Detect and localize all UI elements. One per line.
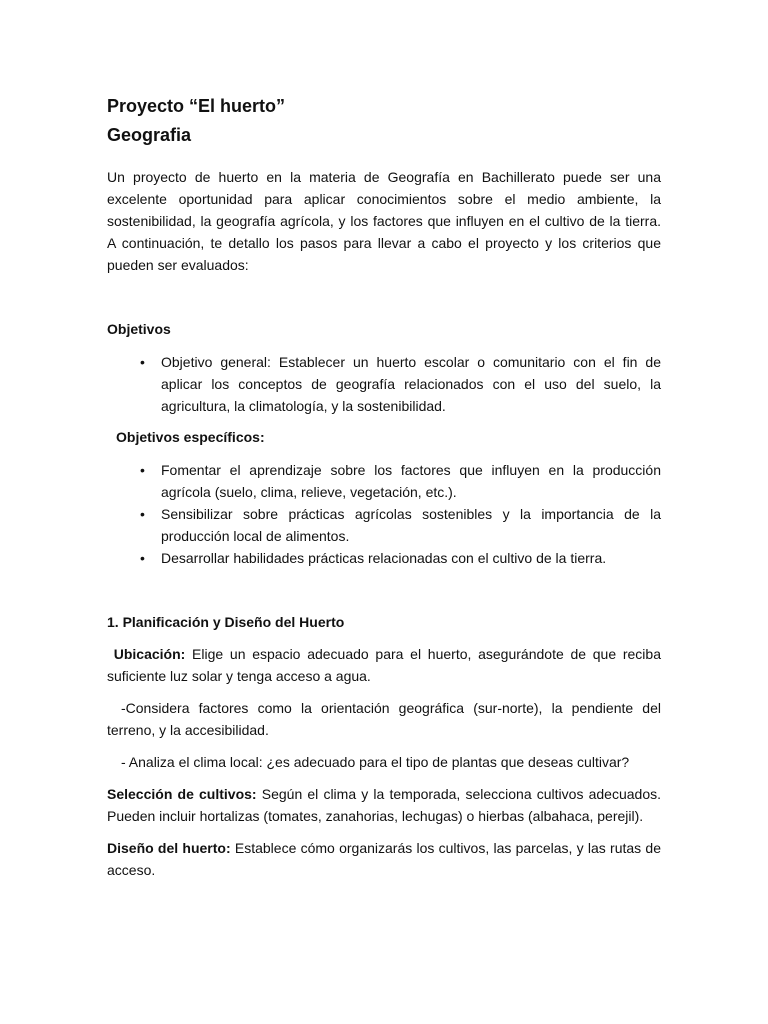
seleccion-text: Según el clima y la temporada, selecciona cultivos adecuados. Pueden incluir hortalizas (tomates, zanahorias, lechugas) o hierbas (albahaca, perejil). xyxy=(107,786,661,824)
specific-objectives-heading: Objetivos específicos: xyxy=(116,429,265,445)
seleccion-paragraph xyxy=(107,783,661,827)
seleccion-label: Selección de cultivos: xyxy=(107,786,257,802)
intro-paragraph: Un proyecto de huerto en la materia de Geografía en Bachillerato puede ser una excelente oportunidad para aplicar conocimientos sobre el medio ambiente, la sostenibilidad, la geografía agrícola, y los factores que influyen en el cultivo de la tierra. A continuación, te detallo los pasos para llevar a cabo el proyecto y los criterios que pueden ser evaluados: xyxy=(107,169,661,273)
considera-paragraph: -Considera factores como la orientación geográfica (sur-norte), la pendiente del terreno, y la accesibilidad. xyxy=(107,700,661,738)
document-title: Proyecto “El huerto” xyxy=(107,96,286,116)
general-objectives-list xyxy=(107,351,661,417)
analiza-paragraph: - Analiza el clima local: ¿es adecuado para el tipo de plantas que deseas cultivar? xyxy=(121,754,630,770)
objectives-heading: Objetivos xyxy=(107,321,171,337)
list-item: • Desarrollar habilidades prácticas relacionadas con el cultivo de la tierra. xyxy=(107,547,661,569)
specific-objectives-list xyxy=(107,459,661,569)
list-item: • Sensibilizar sobre prácticas agrícolas sostenibles y la importancia de la producción local de alimentos. xyxy=(107,503,661,547)
list-item: • Fomentar el aprendizaje sobre los factores que influyen en la producción agrícola (suelo, clima, relieve, vegetación, etc.). xyxy=(107,459,661,503)
diseno-paragraph xyxy=(107,837,661,881)
diseno-label: Diseño del huerto: xyxy=(107,840,231,856)
document-body xyxy=(107,92,661,881)
list-item: • Objetivo general: Establecer un huerto escolar o comunitario con el fin de aplicar los conceptos de geografía relacionados con el uso del suelo, la agricultura, la climatología, y la sostenibilidad. xyxy=(107,351,661,417)
document-subtitle: Geografia xyxy=(107,125,192,145)
diseno-text: Establece cómo organizarás los cultivos, las parcelas, y las rutas de acceso. xyxy=(107,840,661,878)
ubicacion-text: Elige un espacio adecuado para el huerto, asegurándote de que reciba suficiente luz solar y tenga acceso a agua. xyxy=(107,646,661,684)
ubicacion-label: Ubicación: xyxy=(113,646,186,662)
section-1-heading: 1. Planificación y Diseño del Huerto xyxy=(107,614,345,630)
ubicacion-paragraph xyxy=(107,643,661,687)
